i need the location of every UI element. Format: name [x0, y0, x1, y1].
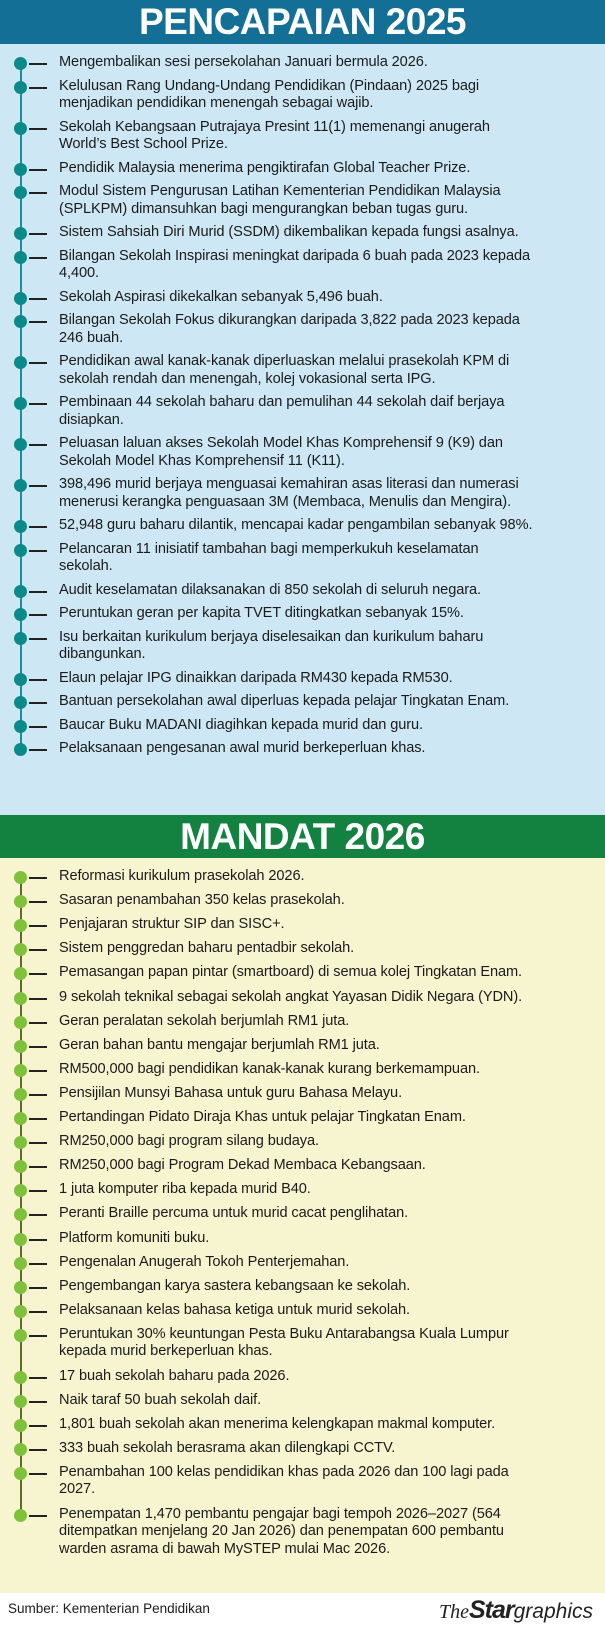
bullet-dot-icon [14, 1443, 27, 1456]
list-item [0, 605, 605, 621]
list-item [0, 118, 605, 152]
list-item [0, 916, 605, 933]
bullet-dot-icon [14, 1257, 27, 1270]
item-text-line: RM500,000 bagi pendidikan kanak-kanak kurang berkemampuan. [59, 1060, 480, 1077]
bullet-dash-icon [29, 257, 47, 259]
item-text-line: Bilangan Sekolah Inspirasi meningkat daripada 6 buah pada 2023 kepada [59, 247, 530, 264]
bullet-dash-icon [29, 614, 47, 616]
bullet-dash-icon [29, 1046, 47, 1048]
item-text-line: Audit keselamatan dilaksanakan di 850 sekolah di seluruh negara. [59, 581, 481, 598]
bullet-dot-icon [14, 1088, 27, 1101]
bullet-dot-icon [14, 871, 27, 884]
list-item [0, 1060, 605, 1077]
footer [0, 1593, 605, 1623]
bullet-dot-icon [14, 943, 27, 956]
item-text-line: Peruntukan 30% keuntungan Pesta Buku Antarabangsa Kuala Lumpur [59, 1325, 509, 1342]
item-text [59, 1464, 595, 1499]
bullet-dash-icon [29, 1239, 47, 1241]
bullet-dash-icon [29, 1263, 47, 1265]
bullet-dot-icon [14, 1419, 27, 1432]
item-text-line: Baucar Buku MADANI diagihkan kepada murid dan guru. [59, 716, 424, 733]
list-item [0, 435, 605, 469]
item-text-line: 246 buah. [59, 329, 124, 346]
item-text [59, 353, 595, 388]
bullet-dot-icon [14, 632, 27, 645]
list-item [0, 1439, 605, 1456]
list-item [0, 224, 605, 240]
bullet-dash-icon [29, 998, 47, 1000]
bullet-dash-icon [29, 1335, 47, 1337]
bullet-dot-icon [14, 1208, 27, 1221]
item-text [59, 989, 595, 1007]
item-text-line: Bantuan persekolahan awal diperluas kepada pelajar Tingkatan Enam. [59, 693, 510, 709]
item-text [59, 740, 595, 758]
item-text [59, 1326, 595, 1361]
bullet-dot-icon [14, 186, 27, 199]
item-text [59, 183, 595, 218]
item-text-line: 17 buah sekolah baharu pada 2026. [59, 1367, 290, 1384]
item-text [59, 1157, 595, 1175]
bullet-dot-icon [14, 585, 27, 598]
bullet-dash-icon [29, 233, 47, 235]
list-item [0, 868, 605, 884]
item-text-line: Peranti Braille percuma untuk murid cacat penglihatan. [59, 1205, 409, 1222]
bullet-dash-icon [29, 298, 47, 300]
item-text-line: Modul Sistem Pengurusan Latihan Kementerian Pendidikan Malaysia [59, 183, 501, 199]
item-text-line: Pertandingan Pidato Diraja Khas untuk pelajar Tingkatan Enam. [59, 1109, 466, 1125]
logo-graphics: graphics [513, 1600, 593, 1623]
item-text [59, 1230, 595, 1248]
list-item [0, 1229, 605, 1246]
item-text-line: World’s Best School Prize. [59, 136, 228, 152]
bullet-dot-icon [14, 1136, 27, 1149]
item-text-line: Penempatan 1,470 pembantu pengajar bagi tempoh 2026–2027 (564 [59, 1505, 501, 1522]
bullet-dot-icon [14, 1281, 27, 1294]
bullet-dash-icon [29, 192, 47, 194]
bullet-dot-icon [14, 743, 27, 756]
list-item [0, 1367, 605, 1384]
list-item [0, 77, 605, 111]
bullet-dot-icon [14, 1467, 27, 1480]
item-text [59, 629, 595, 664]
source-credit: Sumber: Kementerian Pendidikan [8, 1601, 210, 1616]
item-text-line: Pengembangan karya sastera kebangsaan ke sekolah. [59, 1277, 411, 1294]
item-text-line: Bilangan Sekolah Fokus dikurangkan daripada 3,822 pada 2023 kepada [59, 312, 520, 328]
list-item [0, 1505, 605, 1557]
bullet-dash-icon [29, 550, 47, 552]
item-text [59, 1392, 595, 1410]
list-item [0, 1463, 605, 1498]
item-text [59, 224, 595, 242]
item-text-line: Pendidik Malaysia menerima pengiktirafan Global Teacher Prize. [59, 159, 471, 176]
bullet-dash-icon [29, 87, 47, 89]
bullet-dot-icon [14, 479, 27, 492]
item-text [59, 670, 595, 688]
bullet-dot-icon [14, 696, 27, 709]
item-text-line: Naik taraf 50 buah sekolah daif. [59, 1391, 262, 1408]
item-text-line: Pendidikan awal kanak-kanak diperluaskan melalui prasekolah KPM di [59, 353, 510, 369]
item-text [59, 1278, 595, 1296]
list-item [0, 1109, 605, 1125]
list-item [0, 693, 605, 709]
item-text-line: disiapkan. [59, 411, 124, 428]
bullet-dot-icon [14, 292, 27, 305]
bullet-dash-icon [29, 1094, 47, 1096]
bullet-dash-icon [29, 1311, 47, 1313]
item-text [59, 1109, 595, 1127]
item-text-line: menjadikan pendidikan menengah sebagai wajib. [59, 95, 374, 111]
item-text [59, 940, 595, 958]
bullet-dot-icon [14, 1160, 27, 1173]
item-text [59, 289, 595, 307]
bullet-dash-icon [29, 1287, 47, 1289]
item-text [59, 541, 595, 576]
list-item [0, 1253, 605, 1270]
thestar-graphics-logo [439, 1596, 593, 1625]
item-text [59, 1085, 595, 1103]
item-text [59, 160, 595, 178]
bullet-dot-icon [14, 1112, 27, 1125]
bullet-dash-icon [29, 1425, 47, 1427]
item-text-line: (SPLKPM) dimansuhkan bagi mengurangkan beban tugas guru. [59, 200, 468, 217]
item-text-line: Pemasangan papan pintar (smartboard) di semua kolej Tingkatan Enam. [59, 964, 522, 981]
item-text [59, 1416, 595, 1434]
item-text-line: RM250,000 bagi program silang budaya. [59, 1133, 319, 1150]
item-text-line: Reformasi kurikulum prasekolah 2026. [59, 868, 305, 884]
list-item [0, 517, 605, 533]
bullet-dot-icon [14, 895, 27, 908]
bullet-dash-icon [29, 128, 47, 130]
bullet-dash-icon [29, 901, 47, 903]
bullet-dot-icon [14, 1184, 27, 1197]
list-item [0, 892, 605, 909]
item-text-line: Sasaran penambahan 350 kelas prasekolah. [59, 892, 345, 909]
item-text [59, 717, 595, 735]
item-text [59, 1205, 595, 1223]
bullet-dash-icon [29, 679, 47, 681]
list-item [0, 183, 605, 217]
item-text-line: Sekolah Aspirasi dikekalkan sebanyak 5,496 buah. [59, 288, 383, 305]
bullet-dash-icon [29, 1166, 47, 1168]
bullet-dot-icon [14, 227, 27, 240]
item-text [59, 1013, 595, 1031]
list-item [0, 1415, 605, 1432]
bullet-dot-icon [14, 992, 27, 1005]
item-text-line: Pembinaan 44 sekolah baharu dan pemulihan 44 sekolah daif berjaya [59, 394, 505, 410]
bullet-dash-icon [29, 702, 47, 704]
bullet-dash-icon [29, 1070, 47, 1072]
item-text-line: Pelaksanaan pengesanan awal murid berkeperluan khas. [59, 740, 426, 756]
item-text [59, 916, 595, 934]
list-item [0, 1157, 605, 1174]
item-text-line: 52,948 guru baharu dilantik, mencapai kadar pengambilan sebanyak 98%. [59, 517, 533, 533]
bullet-dash-icon [29, 63, 47, 65]
item-text [59, 78, 595, 113]
bullet-dash-icon [29, 1377, 47, 1379]
bullet-dot-icon [14, 122, 27, 135]
item-text [59, 1506, 595, 1559]
item-text-line: Mengembalikan sesi persekolahan Januari bermula 2026. [59, 54, 428, 70]
bullet-dot-icon [14, 397, 27, 410]
bullet-dash-icon [29, 749, 47, 751]
item-text [59, 1302, 595, 1320]
item-text-line: Peluasan laluan akses Sekolah Model Khas Komprehensif 9 (K9) dan [59, 435, 503, 451]
list-item [0, 1084, 605, 1101]
pencapaian-list [0, 44, 605, 815]
item-text-line: RM250,000 bagi Program Dekad Membaca Kebangsaan. [59, 1157, 426, 1174]
list-item [0, 964, 605, 981]
bullet-dot-icon [14, 1395, 27, 1408]
bullet-dash-icon [29, 169, 47, 171]
list-item [0, 988, 605, 1005]
section-title-pencapaian: PENCAPAIAN 2025 [0, 0, 605, 44]
bullet-dot-icon [14, 608, 27, 621]
bullet-dot-icon [14, 1305, 27, 1318]
list-item [0, 669, 605, 686]
list-item [0, 1325, 605, 1360]
item-text-line: warden asrama di bawah MySTEP mulai Mac 2026. [59, 1540, 391, 1557]
item-text [59, 582, 595, 600]
item-text-line: dibangunkan. [59, 646, 146, 662]
item-text-line: menerusi kerangka penguasaan 3M (Membaca, Menulis dan Mengira). [59, 493, 512, 510]
logo-star: Star [468, 1596, 514, 1624]
list-item [0, 1277, 605, 1294]
mandat-list [0, 858, 605, 1593]
list-item [0, 159, 605, 176]
item-text [59, 435, 595, 470]
item-text [59, 517, 595, 535]
bullet-dot-icon [14, 163, 27, 176]
item-text-line: 398,496 murid berjaya menguasai kemahiran asas literasi dan numerasi [59, 476, 519, 492]
list-item [0, 54, 605, 70]
section-title-mandat: MANDAT 2026 [0, 815, 605, 858]
item-text-line: 2027. [59, 1481, 96, 1498]
bullet-dot-icon [14, 673, 27, 686]
list-item [0, 247, 605, 281]
item-text-line: Geran bahan bantu mengajar berjumlah RM1 juta. [59, 1036, 380, 1053]
item-text-line: Sistem Sahsiah Diri Murid (SSDM) dikembalikan kepada fungsi asalnya. [59, 224, 519, 240]
list-item [0, 1012, 605, 1029]
item-text-line: Geran peralatan sekolah berjumlah RM1 juta. [59, 1012, 350, 1029]
bullet-dash-icon [29, 1214, 47, 1216]
list-item [0, 716, 605, 733]
bullet-dash-icon [29, 1515, 47, 1517]
list-item [0, 581, 605, 598]
bullet-dot-icon [14, 1064, 27, 1077]
item-text-line: Pengenalan Anugerah Tokoh Penterjemahan. [59, 1253, 350, 1270]
list-item [0, 476, 605, 510]
list-item [0, 1181, 605, 1198]
bullet-dot-icon [14, 81, 27, 94]
bullet-dot-icon [14, 967, 27, 980]
list-item [0, 1391, 605, 1408]
bullet-dot-icon [14, 520, 27, 533]
bullet-dot-icon [14, 438, 27, 451]
bullet-dash-icon [29, 591, 47, 593]
item-text [59, 476, 595, 511]
list-item [0, 394, 605, 428]
item-text [59, 964, 595, 982]
bullet-dash-icon [29, 973, 47, 975]
list-item [0, 1205, 605, 1222]
bullet-dash-icon [29, 444, 47, 446]
item-text [59, 248, 595, 283]
bullet-dot-icon [14, 1016, 27, 1029]
bullet-dot-icon [14, 919, 27, 932]
bullet-dash-icon [29, 1142, 47, 1144]
item-text-line: ditempatkan menjelang 20 Jan 2026) dan penempatan 600 pembantu [59, 1523, 504, 1539]
bullet-dash-icon [29, 1118, 47, 1120]
item-text [59, 1440, 595, 1458]
list-item [0, 1301, 605, 1318]
item-text-line: Pelancaran 11 inisiatif tambahan bagi memperkukuh keselamatan [59, 540, 479, 557]
list-item [0, 1133, 605, 1150]
item-text-line: 4,400. [59, 265, 99, 281]
bullet-dash-icon [29, 526, 47, 528]
item-text-line: Pensijilan Munsyi Bahasa untuk guru Bahasa Melayu. [59, 1084, 403, 1101]
item-text-line: Isu berkaitan kurikulum berjaya diselesaikan dan kurikulum baharu [59, 628, 484, 645]
bullet-dot-icon [14, 544, 27, 557]
list-item [0, 628, 605, 662]
item-text-line: kepada murid berkeperluan khas. [59, 1343, 273, 1360]
list-item [0, 740, 605, 756]
bullet-dot-icon [14, 356, 27, 369]
bullet-dot-icon [14, 315, 27, 328]
bullet-dash-icon [29, 1022, 47, 1024]
item-text [59, 312, 595, 347]
bullet-dot-icon [14, 251, 27, 264]
bullet-dash-icon [29, 1190, 47, 1192]
list-item [0, 288, 605, 305]
item-text [59, 1061, 595, 1079]
list-item [0, 353, 605, 387]
bullet-dash-icon [29, 925, 47, 927]
bullet-dash-icon [29, 949, 47, 951]
list-item [0, 312, 605, 346]
item-text-line: Elaun pelajar IPG dinaikkan daripada RM430 kepada RM530. [59, 669, 453, 686]
bullet-dash-icon [29, 321, 47, 323]
item-text [59, 1368, 595, 1386]
bullet-dash-icon [29, 638, 47, 640]
bullet-dash-icon [29, 403, 47, 405]
item-text-line: Sekolah Model Khas Komprehensif 11 (K11). [59, 452, 345, 469]
bullet-dash-icon [29, 877, 47, 879]
item-text [59, 1133, 595, 1151]
item-text [59, 119, 595, 154]
item-text [59, 605, 595, 623]
bullet-dash-icon [29, 1473, 47, 1475]
list-item [0, 940, 605, 957]
item-text-line: Sistem penggredan baharu pentadbir sekolah. [59, 940, 355, 957]
item-text-line: Penjajaran struktur SIP dan SISC+. [59, 916, 285, 933]
item-text-line: Sekolah Kebangsaan Putrajaya Presint 11(1) memenangi anugerah [59, 118, 490, 135]
item-text-line: Kelulusan Rang Undang-Undang Pendidikan (Pindaan) 2025 bagi [59, 77, 480, 94]
item-text [59, 54, 595, 72]
bullet-dot-icon [14, 1329, 27, 1342]
bullet-dash-icon [29, 1449, 47, 1451]
item-text [59, 868, 595, 886]
item-text [59, 693, 595, 711]
item-text-line: 9 sekolah teknikal sebagai sekolah angkat Yayasan Didik Negara (YDN). [59, 988, 523, 1005]
bullet-dash-icon [29, 726, 47, 728]
item-text-line: 1,801 buah sekolah akan menerima kelengkapan makmal komputer. [59, 1415, 496, 1432]
item-text-line: Pelaksanaan kelas bahasa ketiga untuk murid sekolah. [59, 1301, 410, 1318]
item-text [59, 892, 595, 910]
bullet-dot-icon [14, 1233, 27, 1246]
bullet-dash-icon [29, 362, 47, 364]
bullet-dot-icon [14, 1040, 27, 1053]
item-text-line: sekolah rendah dan menengah, kolej vokasional serta IPG. [59, 370, 436, 387]
item-text-line: sekolah. [59, 558, 113, 574]
bullet-dash-icon [29, 485, 47, 487]
item-text-line: 333 buah sekolah berasrama akan dilengkapi CCTV. [59, 1439, 396, 1456]
item-text-line: Platform komuniti buku. [59, 1229, 210, 1246]
item-text [59, 1181, 595, 1199]
bullet-dot-icon [14, 720, 27, 733]
bullet-dot-icon [14, 57, 27, 70]
item-text [59, 1254, 595, 1272]
bullet-dash-icon [29, 1401, 47, 1403]
item-text-line: Penambahan 100 kelas pendidikan khas pada 2026 dan 100 lagi pada [59, 1463, 509, 1480]
bullet-dot-icon [14, 1371, 27, 1384]
item-text [59, 394, 595, 429]
list-item [0, 1036, 605, 1053]
item-text-line: Peruntukan geran per kapita TVET ditingkatkan sebanyak 15%. [59, 605, 464, 621]
item-text [59, 1037, 595, 1055]
logo-the: The [438, 1601, 469, 1623]
bullet-dot-icon [14, 1509, 27, 1522]
item-text-line: 1 juta komputer riba kepada murid B40. [59, 1181, 311, 1198]
list-item [0, 540, 605, 574]
